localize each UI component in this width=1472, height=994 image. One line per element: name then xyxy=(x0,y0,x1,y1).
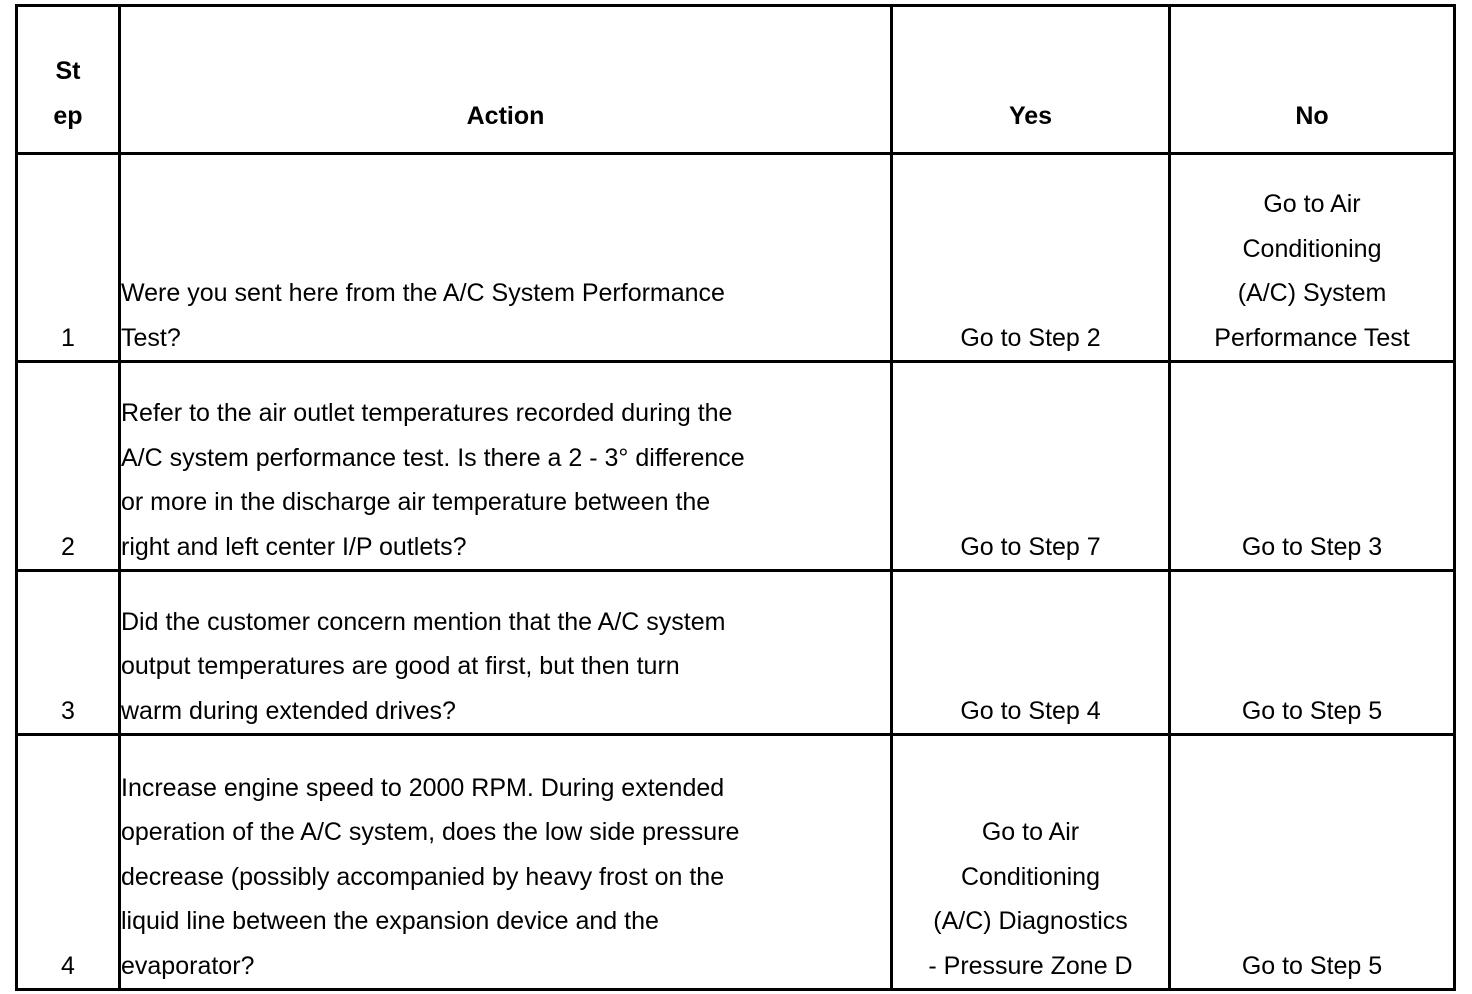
yes-line: Go to Step 7 xyxy=(960,532,1101,561)
action-line: A/C system performance test. Is there a 2 - 3° difference xyxy=(121,443,745,472)
action-line: right and left center I/P outlets? xyxy=(121,532,467,561)
yes-line: (A/C) Diagnostics xyxy=(933,907,1128,935)
diagnostic-table-frame xyxy=(15,4,1453,988)
header-row xyxy=(17,6,1455,154)
action-line: liquid line between the expansion device and the xyxy=(121,907,659,935)
action-line: evaporator? xyxy=(121,951,255,980)
no-line: Performance Test xyxy=(1214,323,1410,352)
action-line: Increase engine speed to 2000 RPM. During extended xyxy=(121,773,725,802)
no-line: Go to Air xyxy=(1263,190,1361,218)
action-line: Test? xyxy=(121,323,181,352)
step-number: 4 xyxy=(17,735,120,990)
yes-line: Go to Step 4 xyxy=(960,696,1101,725)
yes-line: - Pressure Zone D xyxy=(928,951,1133,980)
yes-cell xyxy=(892,154,1170,362)
action-cell xyxy=(120,154,892,362)
yes-line: Conditioning xyxy=(961,862,1100,891)
step-number: 2 xyxy=(17,362,120,571)
action-line: Did the customer concern mention that the A/C system xyxy=(121,607,726,636)
action-line: output temperatures are good at first, but then turn xyxy=(121,652,680,680)
no-cell xyxy=(1170,154,1455,362)
diagnostic-table xyxy=(15,4,1456,991)
table-row xyxy=(17,735,1455,990)
no-line: (A/C) System xyxy=(1237,279,1387,307)
yes-cell xyxy=(892,362,1170,571)
table-row xyxy=(17,154,1455,362)
no-line: Go to Step 5 xyxy=(1241,696,1383,725)
yes-line: Go to Air xyxy=(981,818,1080,846)
header-step-line-1: St xyxy=(55,57,81,85)
yes-line: Go to Step 2 xyxy=(960,323,1101,352)
no-cell xyxy=(1170,735,1455,990)
header-step xyxy=(17,6,120,154)
action-cell xyxy=(120,571,892,735)
step-number: 1 xyxy=(17,154,120,362)
action-line: operation of the A/C system, does the low side pressure xyxy=(121,818,740,846)
no-line: Go to Step 5 xyxy=(1241,951,1383,980)
step-number: 3 xyxy=(17,571,120,735)
no-line: Go to Step 3 xyxy=(1241,532,1383,561)
yes-cell xyxy=(892,571,1170,735)
header-no: No xyxy=(1170,6,1455,154)
action-cell xyxy=(120,362,892,571)
header-step-line-2: ep xyxy=(53,101,83,130)
no-cell xyxy=(1170,571,1455,735)
header-yes: Yes xyxy=(892,6,1170,154)
no-line: Conditioning xyxy=(1242,234,1382,263)
no-cell xyxy=(1170,362,1455,571)
action-line: warm during extended drives? xyxy=(121,696,456,725)
action-line: Refer to the air outlet temperatures recorded during the xyxy=(121,399,733,427)
table-row xyxy=(17,362,1455,571)
action-line: decrease (possibly accompanied by heavy frost on the xyxy=(121,862,725,891)
action-line: Were you sent here from the A/C System Performance xyxy=(121,279,725,307)
header-action: Action xyxy=(120,6,892,154)
action-line: or more in the discharge air temperature between the xyxy=(121,488,711,516)
action-cell xyxy=(120,735,892,990)
table-row xyxy=(17,571,1455,735)
yes-cell xyxy=(892,735,1170,990)
